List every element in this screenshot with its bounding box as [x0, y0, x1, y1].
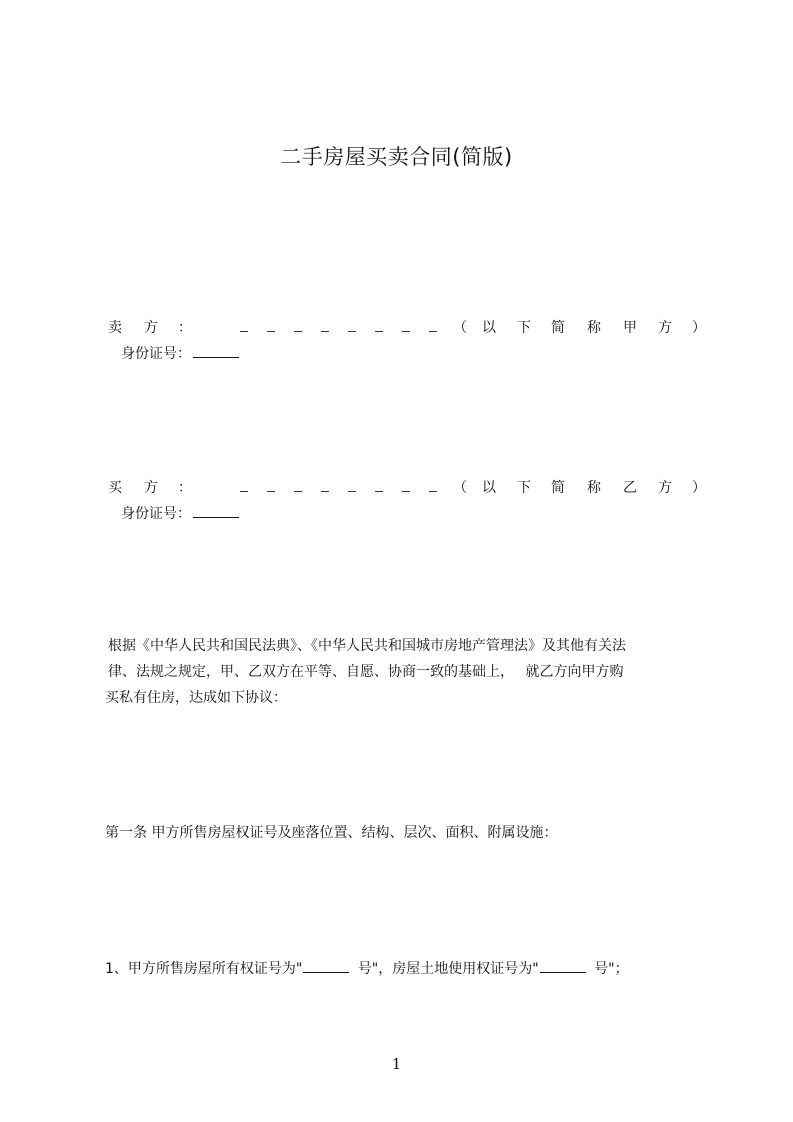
seller-id-blank[interactable] — [193, 343, 239, 358]
buyer-label-char: 买 — [108, 480, 122, 496]
preamble-line: 律、法规之规定，甲、乙双方在平等、自愿、协商一致的基础上， 就乙方向甲方购 — [108, 664, 624, 680]
blank-dash — [321, 318, 329, 338]
article-1-heading: 第一条 甲方所售房屋权证号及座落位置、结构、层次、面积、附属设施： — [105, 825, 558, 841]
note-char: 甲 — [623, 320, 637, 336]
seller-id-label: 身份证号： — [121, 346, 191, 362]
blank-dash — [375, 318, 383, 338]
preamble-line: 买私有住房，达成如下协议： — [105, 690, 287, 706]
note-char: 称 — [587, 320, 601, 336]
note-char: 方 — [658, 320, 672, 336]
note-char: 以 — [482, 320, 496, 336]
blank-dash — [402, 478, 410, 498]
blank-dash — [375, 478, 383, 498]
seller-line — [108, 318, 706, 338]
note-char: 乙 — [623, 480, 637, 496]
blank-dash — [267, 318, 275, 338]
note-char: （ — [453, 480, 467, 496]
note-char: 方 — [658, 480, 672, 496]
buyer-id-blank[interactable] — [193, 503, 239, 518]
note-char: 简 — [551, 320, 565, 336]
preamble-paragraph — [105, 633, 701, 711]
note-char: ） — [692, 480, 706, 496]
blank-dash — [429, 318, 437, 338]
clause-1 — [105, 958, 629, 979]
buyer-label-colon: ： — [178, 480, 192, 496]
note-char: 下 — [517, 320, 531, 336]
blank-dash — [294, 318, 302, 338]
land-use-cert-blank[interactable] — [540, 958, 586, 973]
page-number: 1 — [391, 1055, 402, 1073]
blank-dash — [240, 318, 248, 338]
seller-label-colon: ： — [178, 320, 192, 336]
seller-label-char: 卖 — [108, 320, 122, 336]
note-char: 下 — [517, 480, 531, 496]
note-char: 以 — [482, 480, 496, 496]
clause-1-text: 号"，房屋土地使用权证号为" — [353, 961, 539, 977]
note-char: 称 — [587, 480, 601, 496]
preamble-line: 根据《中华人民共和国民法典》、《中华人民共和国城市房地产管理法》及其他有关法 — [108, 638, 626, 654]
buyer-id-line — [121, 503, 239, 524]
note-char: 简 — [551, 480, 565, 496]
ownership-cert-blank[interactable] — [303, 958, 349, 973]
buyer-line — [108, 478, 706, 498]
blank-dash — [240, 478, 248, 498]
blank-dash — [321, 478, 329, 498]
note-char: （ — [453, 320, 467, 336]
blank-dash — [267, 478, 275, 498]
document-title: 二手房屋买卖合同(简版) — [280, 145, 513, 169]
seller-label-char: 方 — [144, 320, 158, 336]
clause-1-text: 号"； — [589, 961, 629, 977]
buyer-label-char: 方 — [144, 480, 158, 496]
clause-1-text: 1、甲方所售房屋所有权证号为" — [105, 961, 303, 977]
blank-dash — [402, 318, 410, 338]
blank-dash — [429, 478, 437, 498]
blank-dash — [348, 478, 356, 498]
note-char: ） — [692, 320, 706, 336]
seller-id-line — [121, 343, 239, 364]
buyer-id-label: 身份证号： — [121, 506, 191, 522]
blank-dash — [348, 318, 356, 338]
blank-dash — [294, 478, 302, 498]
